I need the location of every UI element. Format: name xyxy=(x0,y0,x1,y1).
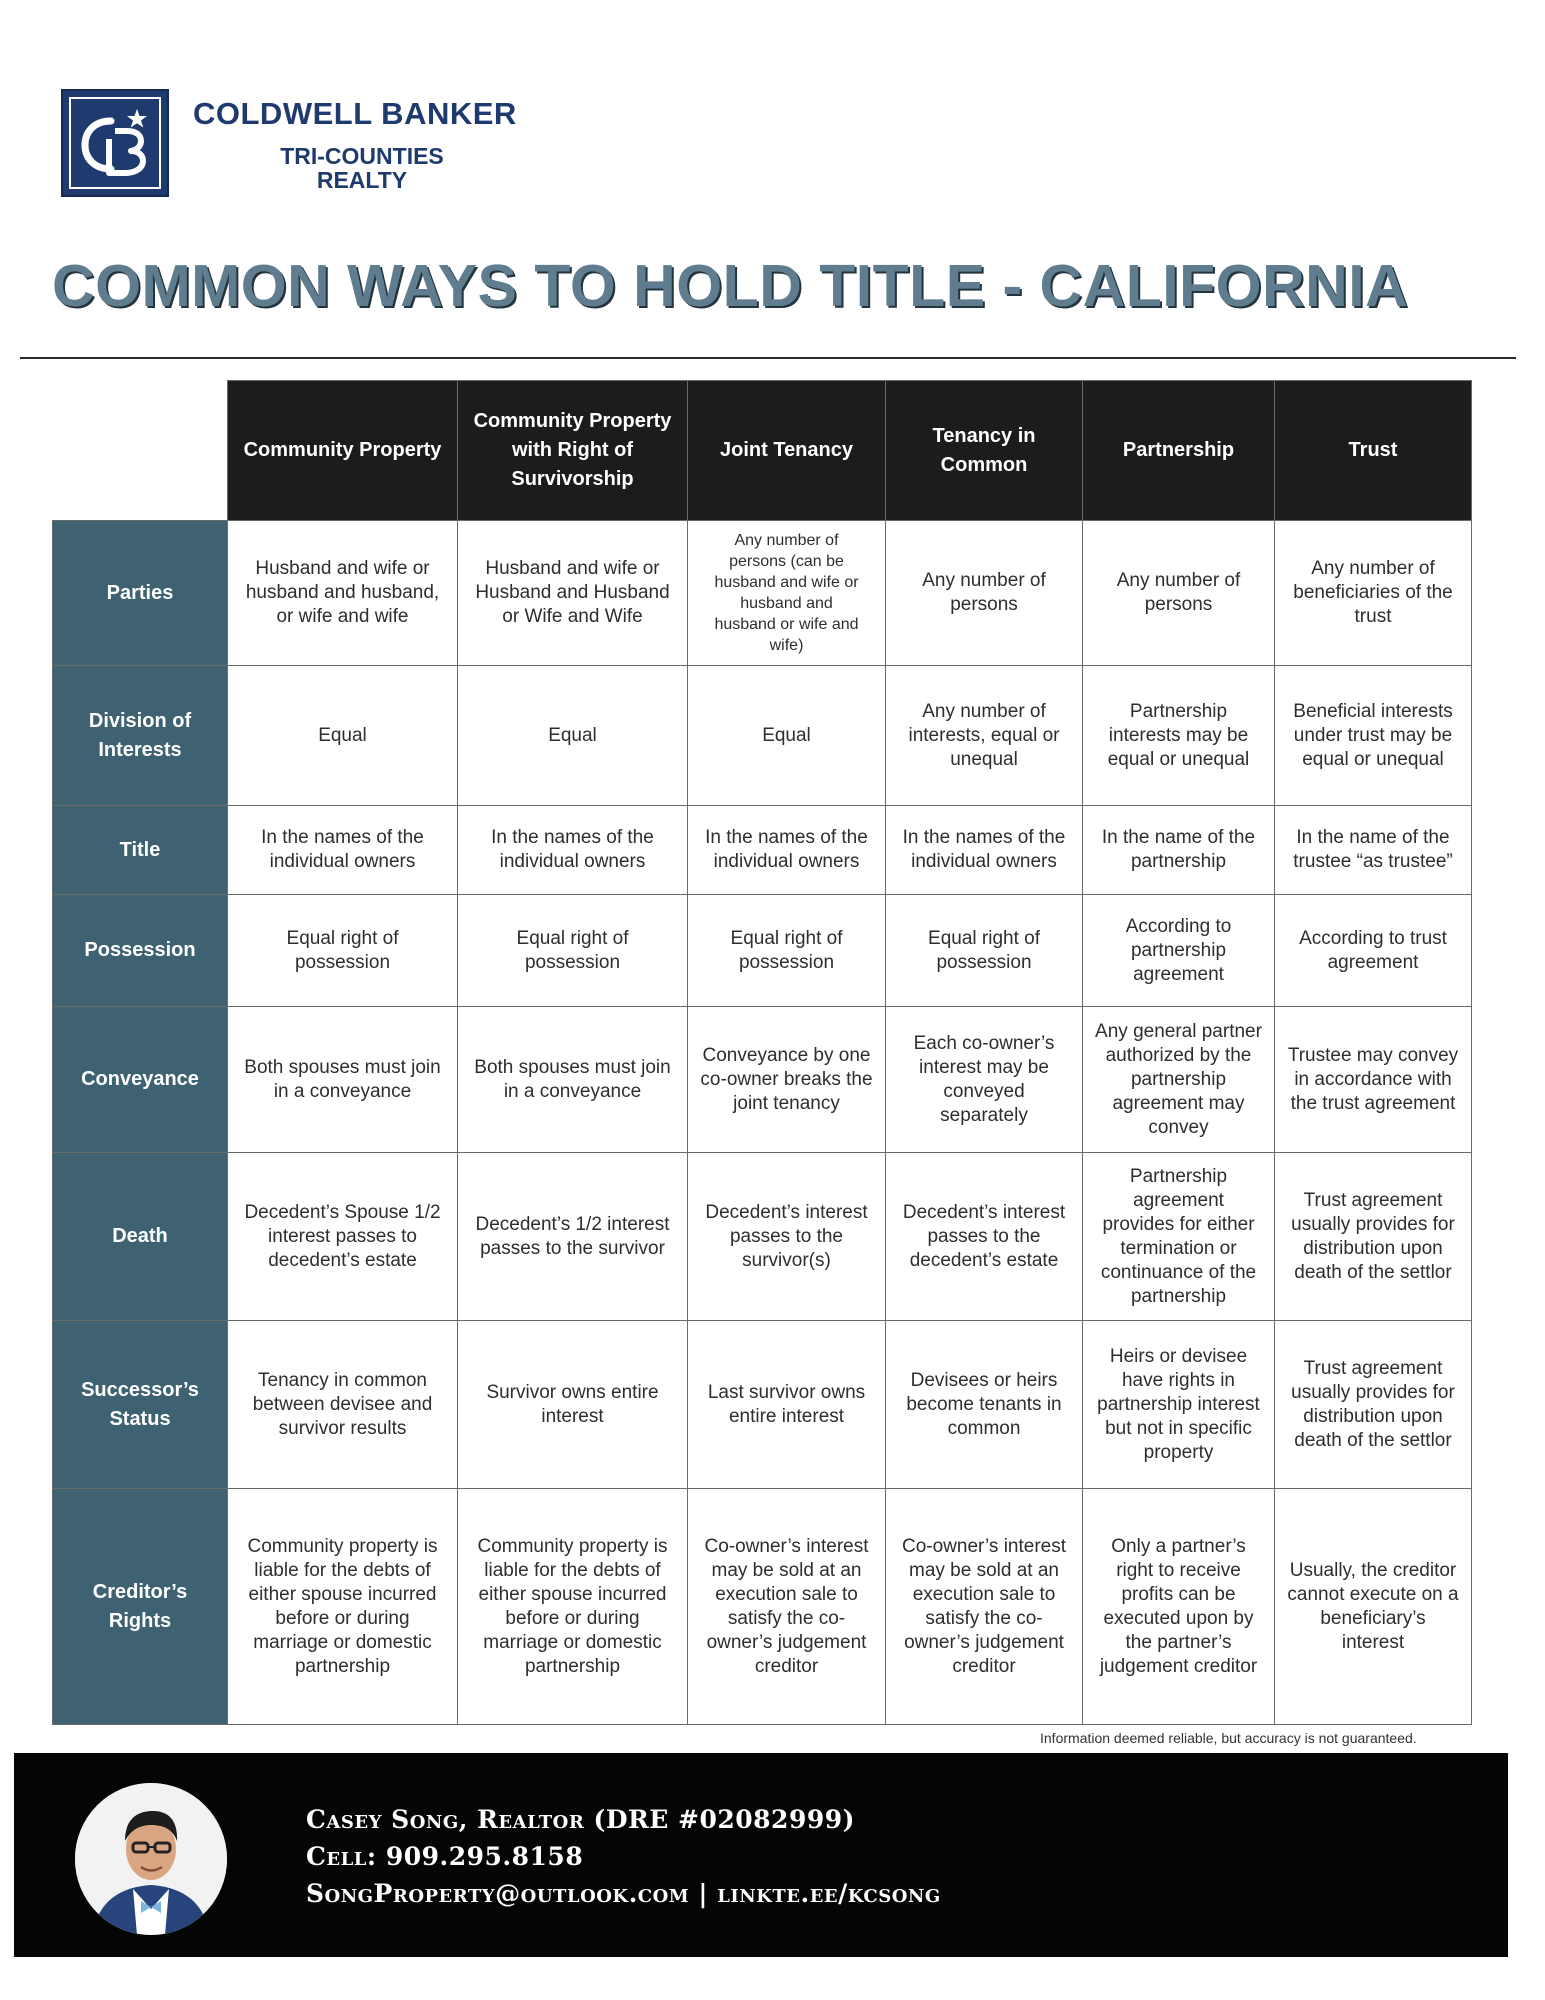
row-header-title: Title xyxy=(53,806,228,895)
table-row-title xyxy=(53,806,1472,895)
row-header-creditors-rights: Creditor’s Rights xyxy=(53,1489,228,1725)
table-cell: Usually, the creditor cannot execute on a beneficiary’s interest xyxy=(1275,1489,1472,1725)
brand-sub-line-1: TRI-COUNTIES xyxy=(280,143,444,169)
column-header-community-property-survivorship: Community Property with Right of Survivorship xyxy=(458,381,688,521)
title-comparison-table xyxy=(52,380,1472,1725)
table-cell: Only a partner’s right to receive profits can be executed upon by the partner’s judgement creditor xyxy=(1083,1489,1275,1725)
row-header-successors-status: Successor’s Status xyxy=(53,1321,228,1489)
table-cell: Any number of persons xyxy=(1083,521,1275,666)
table-cell: Husband and wife or husband and husband, or wife and wife xyxy=(228,521,458,666)
table-row-parties xyxy=(53,521,1472,666)
table-cell: Decedent’s interest passes to the survivor(s) xyxy=(688,1153,886,1321)
table-row-conveyance xyxy=(53,1007,1472,1153)
table-cell: Equal xyxy=(228,666,458,806)
table-cell: Any number of interests, equal or unequal xyxy=(886,666,1083,806)
table-row-successors-status xyxy=(53,1321,1472,1489)
table-cell: Devisees or heirs become tenants in common xyxy=(886,1321,1083,1489)
table-row-division-of-interests xyxy=(53,666,1472,806)
table-cell: In the names of the individual owners xyxy=(458,806,688,895)
table-cell: Equal right of possession xyxy=(886,895,1083,1007)
page-title: COMMON WAYS TO HOLD TITLE - CALIFORNIA xyxy=(52,253,1409,319)
disclaimer: Information deemed reliable, but accuracy is not guaranteed. xyxy=(1040,1730,1417,1746)
table-cell: Heirs or devisee have rights in partnership interest but not in specific property xyxy=(1083,1321,1275,1489)
agent-email-link-line[interactable]: SongProperty@outlook.com | linkte.ee/kcsong xyxy=(306,1879,941,1908)
table-cell: Any number of persons (can be husband and wife or husband and husband or wife and wife) xyxy=(688,521,886,666)
column-header-joint-tenancy: Joint Tenancy xyxy=(688,381,886,521)
column-header-tenancy-in-common: Tenancy in Common xyxy=(886,381,1083,521)
row-header-conveyance: Conveyance xyxy=(53,1007,228,1153)
table-cell: Husband and wife or Husband and Husband or Wife and Wife xyxy=(458,521,688,666)
table-cell: Partnership interests may be equal or unequal xyxy=(1083,666,1275,806)
agent-name-line: Casey Song, Realtor (DRE #02082999) xyxy=(306,1805,855,1834)
table-cell: Decedent’s Spouse 1/2 interest passes to decedent’s estate xyxy=(228,1153,458,1321)
brand-name: COLDWELL BANKER xyxy=(193,96,517,131)
table-cell: Equal right of possession xyxy=(228,895,458,1007)
table-cell: In the names of the individual owners xyxy=(886,806,1083,895)
coldwell-banker-logo xyxy=(61,89,169,197)
table-cell: In the names of the individual owners xyxy=(228,806,458,895)
table-row-possession xyxy=(53,895,1472,1007)
table-cell: According to partnership agreement xyxy=(1083,895,1275,1007)
column-header-row xyxy=(53,381,1472,521)
table-cell: Each co-owner’s interest may be conveyed separately xyxy=(886,1007,1083,1153)
cb-monogram-icon xyxy=(71,99,163,191)
table-cell: Equal xyxy=(688,666,886,806)
agent-contact-block xyxy=(306,1804,941,1915)
table-cell: Trust agreement usually provides for distribution upon death of the settlor xyxy=(1275,1321,1472,1489)
column-header-community-property: Community Property xyxy=(228,381,458,521)
table-corner xyxy=(53,381,228,521)
table-cell: Conveyance by one co-owner breaks the joint tenancy xyxy=(688,1007,886,1153)
agent-portrait-icon xyxy=(75,1783,227,1935)
table-cell: Any number of beneficiaries of the trust xyxy=(1275,521,1472,666)
table-cell: Equal right of possession xyxy=(458,895,688,1007)
table-cell: Decedent’s 1/2 interest passes to the survivor xyxy=(458,1153,688,1321)
table-cell: Survivor owns entire interest xyxy=(458,1321,688,1489)
agent-photo xyxy=(75,1783,227,1935)
table-cell: Both spouses must join in a conveyance xyxy=(458,1007,688,1153)
table-row-creditors-rights xyxy=(53,1489,1472,1725)
brand-block xyxy=(192,96,532,192)
row-header-division-of-interests: Division of Interests xyxy=(53,666,228,806)
table-cell: Both spouses must join in a conveyance xyxy=(228,1007,458,1153)
table-cell: Any general partner authorized by the partnership agreement may convey xyxy=(1083,1007,1275,1153)
table-cell: In the names of the individual owners xyxy=(688,806,886,895)
brand-sub-line-2: REALTY xyxy=(316,167,408,193)
table-cell: According to trust agreement xyxy=(1275,895,1472,1007)
table-cell: In the name of the trustee “as trustee” xyxy=(1275,806,1472,895)
column-header-trust: Trust xyxy=(1275,381,1472,521)
table-cell: Co-owner’s interest may be sold at an execution sale to satisfy the co-owner’s judgement creditor xyxy=(886,1489,1083,1725)
table-cell: Partnership agreement provides for either termination or continuance of the partnership xyxy=(1083,1153,1275,1321)
table-cell: Any number of persons xyxy=(886,521,1083,666)
table-cell: Trustee may convey in accordance with the trust agreement xyxy=(1275,1007,1472,1153)
table-cell: Community property is liable for the debts of either spouse incurred before or during marriage or domestic partnership xyxy=(228,1489,458,1725)
table-cell: Trust agreement usually provides for distribution upon death of the settlor xyxy=(1275,1153,1472,1321)
table-cell: Beneficial interests under trust may be equal or unequal xyxy=(1275,666,1472,806)
row-header-death: Death xyxy=(53,1153,228,1321)
row-header-parties: Parties xyxy=(53,521,228,666)
table-cell: Equal xyxy=(458,666,688,806)
table-cell: Tenancy in common between devisee and survivor results xyxy=(228,1321,458,1489)
table-cell: Community property is liable for the debts of either spouse incurred before or during marriage or domestic partnership xyxy=(458,1489,688,1725)
table-cell: Co-owner’s interest may be sold at an execution sale to satisfy the co-owner’s judgement creditor xyxy=(688,1489,886,1725)
table-cell: Equal right of possession xyxy=(688,895,886,1007)
agent-phone-line: Cell: 909.295.8158 xyxy=(306,1842,584,1871)
column-header-partnership: Partnership xyxy=(1083,381,1275,521)
table-cell: Decedent’s interest passes to the decedent’s estate xyxy=(886,1153,1083,1321)
table-row-death xyxy=(53,1153,1472,1321)
table-cell: In the name of the partnership xyxy=(1083,806,1275,895)
table-cell: Last survivor owns entire interest xyxy=(688,1321,886,1489)
title-divider xyxy=(20,357,1516,359)
row-header-possession: Possession xyxy=(53,895,228,1007)
